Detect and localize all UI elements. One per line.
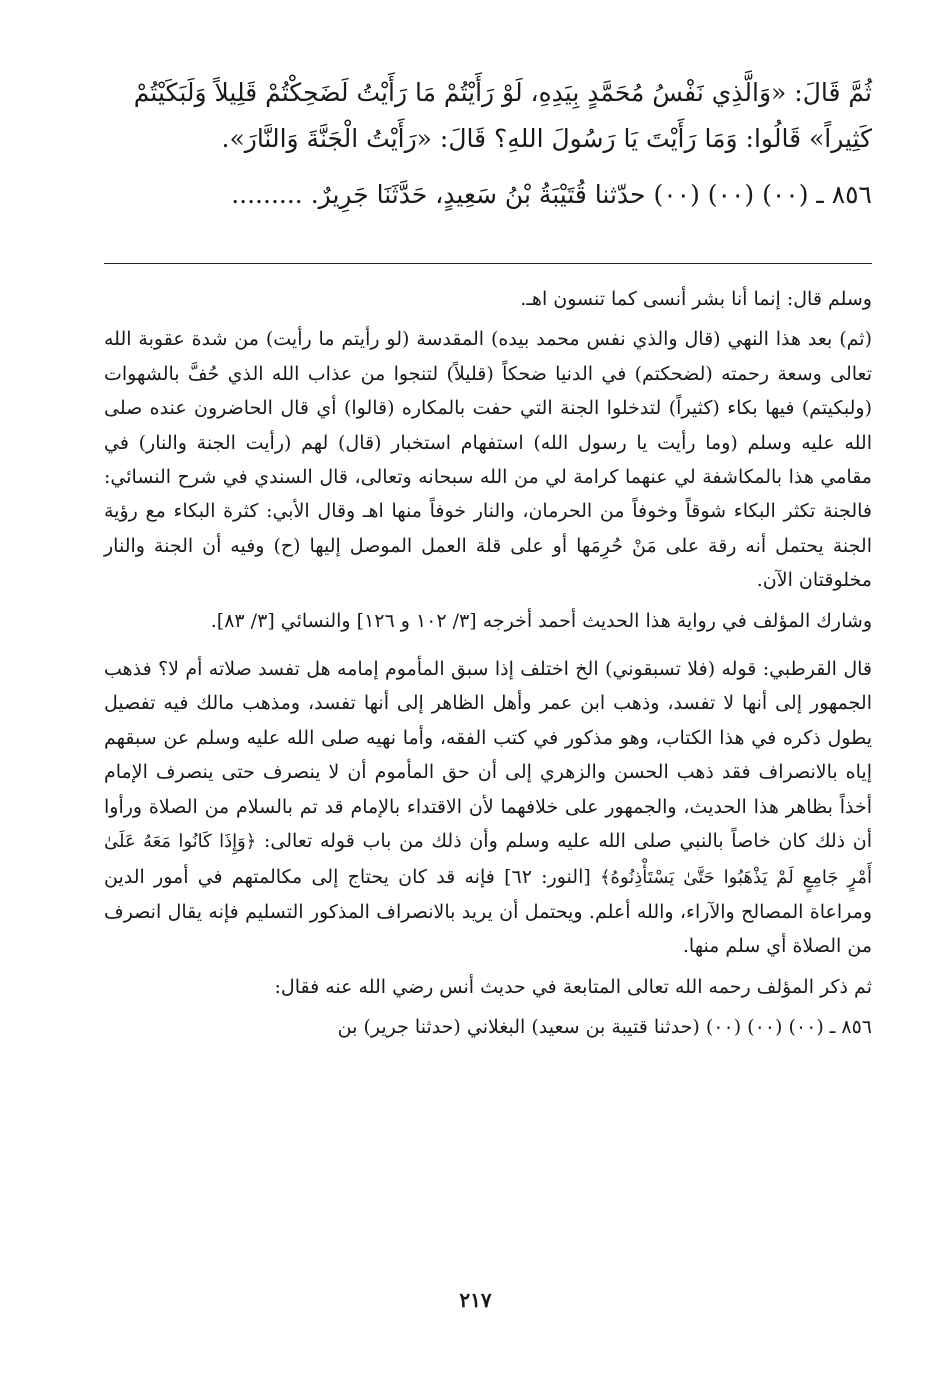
qurtubi-text: قال القرطبي: قوله (فلا تسبقوني) الخ اختلف إذا سبق المأموم إمامه هل تفسد صلاته أم لا؟ فذهب الجمهور إلى أنها لا تفسد، وذهب ابن عمر وأهل الظاهر إلى أنها تفسد، ومذهب مالك فيه تفصيل يطول ذكره في هذا الكتاب، وهو مذكور في كتب الفقه، وأما نهيه صلى الله عليه وسلم عن سبقهم إياه بالانصراف فقد ذهب الحسن والزهري إلى أن حق المأموم أن لا ينصرف حتى ينصرف الإمام أخذاً بظاهر هذا الحديث، والجمهور على خلافهما لأن الاقتداء بالإمام قد تم بالسلام من الصلاة ورأوا أن ذلك كان خاصاً بالنبي صلى الله عليه وسلم وأن ذلك من باب قوله تعالى: — [104, 658, 873, 853]
next-hadith-chain — [104, 172, 872, 218]
qurtubi-text-continued: فإنه قد كان يحتاج إلى مكالمتهم في أمور الدين ومراعاة المصالح والآراء، والله أعلم. ويحتمل أن يريد بالانصراف المذكور التسليم فإنه يقال انصرف من الصلاة أي سلم منها. — [104, 865, 872, 958]
verse-reference: [النور: ٦٢] — [504, 865, 591, 888]
commentary-paragraph-2: (ثم) بعد هذا النهي (قال والذي نفس محمد بيده) المقدسة (لو رأيتم ما رأيت) من شدة عقوبة الله تعالى وسعة رحمته (لضحكتم) في الدنيا ضحكاً (قليلاً) لتنجوا من عذاب الله الذي حُفَّ بالشهوات (ولبكيتم) فيها بكاء (كثيراً) لتدخلوا الجنة التي حفت بالمكاره (قالوا) أي قال الحاضرون عنده صلى الله عليه وسلم (وما رأيت يا رسول الله) استفهام استخبار (قال) لهم (رأيت الجنة والنار) في مقامي هذا بالمكاشفة لي عنهما كرامة لي من الله سبحانه وتعالى، قال السندي في شرح النسائي: فالجنة تكثر البكاء شوقاً وخوفاً من الحرمان، والنار خوفاً منها اهـ وقال الأبي: كثرة البكاء مع رؤية الجنة يحتمل أنه رقة على مَنْ حُرِمَها أو على قلة العمل الموصل إليها (ح) وفيه أن الجنة والنار مخلوقتان الآن. — [104, 328, 872, 592]
commentary-paragraph-3: وشارك المؤلف في رواية هذا الحديث أحمد أخرجه [٣/ ١٠٢ و ١٢٦] والنسائي [٣/ ٨٣]. — [210, 609, 872, 632]
separator-line — [104, 263, 872, 264]
commentary-paragraph-6: ٨٥٦ ـ (٠٠) (٠٠) (٠٠) (حدثنا قتيبة بن سعيد) البغلاني (حدثنا جرير) بن — [337, 1016, 872, 1039]
next-hadith-dots: ......... — [231, 180, 303, 209]
next-hadith-text: ٨٥٦ ـ (٠٠) (٠٠) (٠٠) حدّثنا قُتَيْبَةُ بْنُ سَعِيدٍ، حَدَّثَنَا جَرِيرٌ. — [310, 180, 872, 209]
commentary-paragraph-1: وسلم قال: إنما أنا بشر أنسى كما تنسون اهـ. — [520, 288, 872, 310]
hadith-line-1: ثُمَّ قَالَ: «وَالَّذِي نَفْسُ مُحَمَّدٍ بِيَدِهِ، لَوْ رَأَيْتُمْ مَا رَأَيْتُ لَضَحِكْتُمْ قَلِيلاً وَلَبَكَيْتُمْ — [133, 78, 872, 107]
quran-verse: ﴿وَإِذَا كَانُوا مَعَهُ عَلَىٰ أَمْرٍ جَامِعٍ لَمْ يَذْهَبُوا حَتَّىٰ يَسْتَأْذِنُوهُ﴾ — [104, 831, 872, 888]
commentary — [104, 282, 872, 1045]
page-number: ٢١٧ — [459, 1288, 492, 1312]
hadith-text — [104, 70, 872, 218]
commentary-paragraph-4 — [104, 652, 872, 964]
commentary-paragraph-5: ثم ذكر المؤلف رحمه الله تعالى المتابعة في حديث أنس رضي الله عنه فقال: — [274, 975, 872, 998]
hadith-line-2: كَثِيراً» قَالُوا: وَمَا رَأَيْتَ يَا رَسُولَ اللهِ؟ قَالَ: «رَأَيْتُ الْجَنَّةَ وَالنَّارَ». — [221, 124, 872, 153]
